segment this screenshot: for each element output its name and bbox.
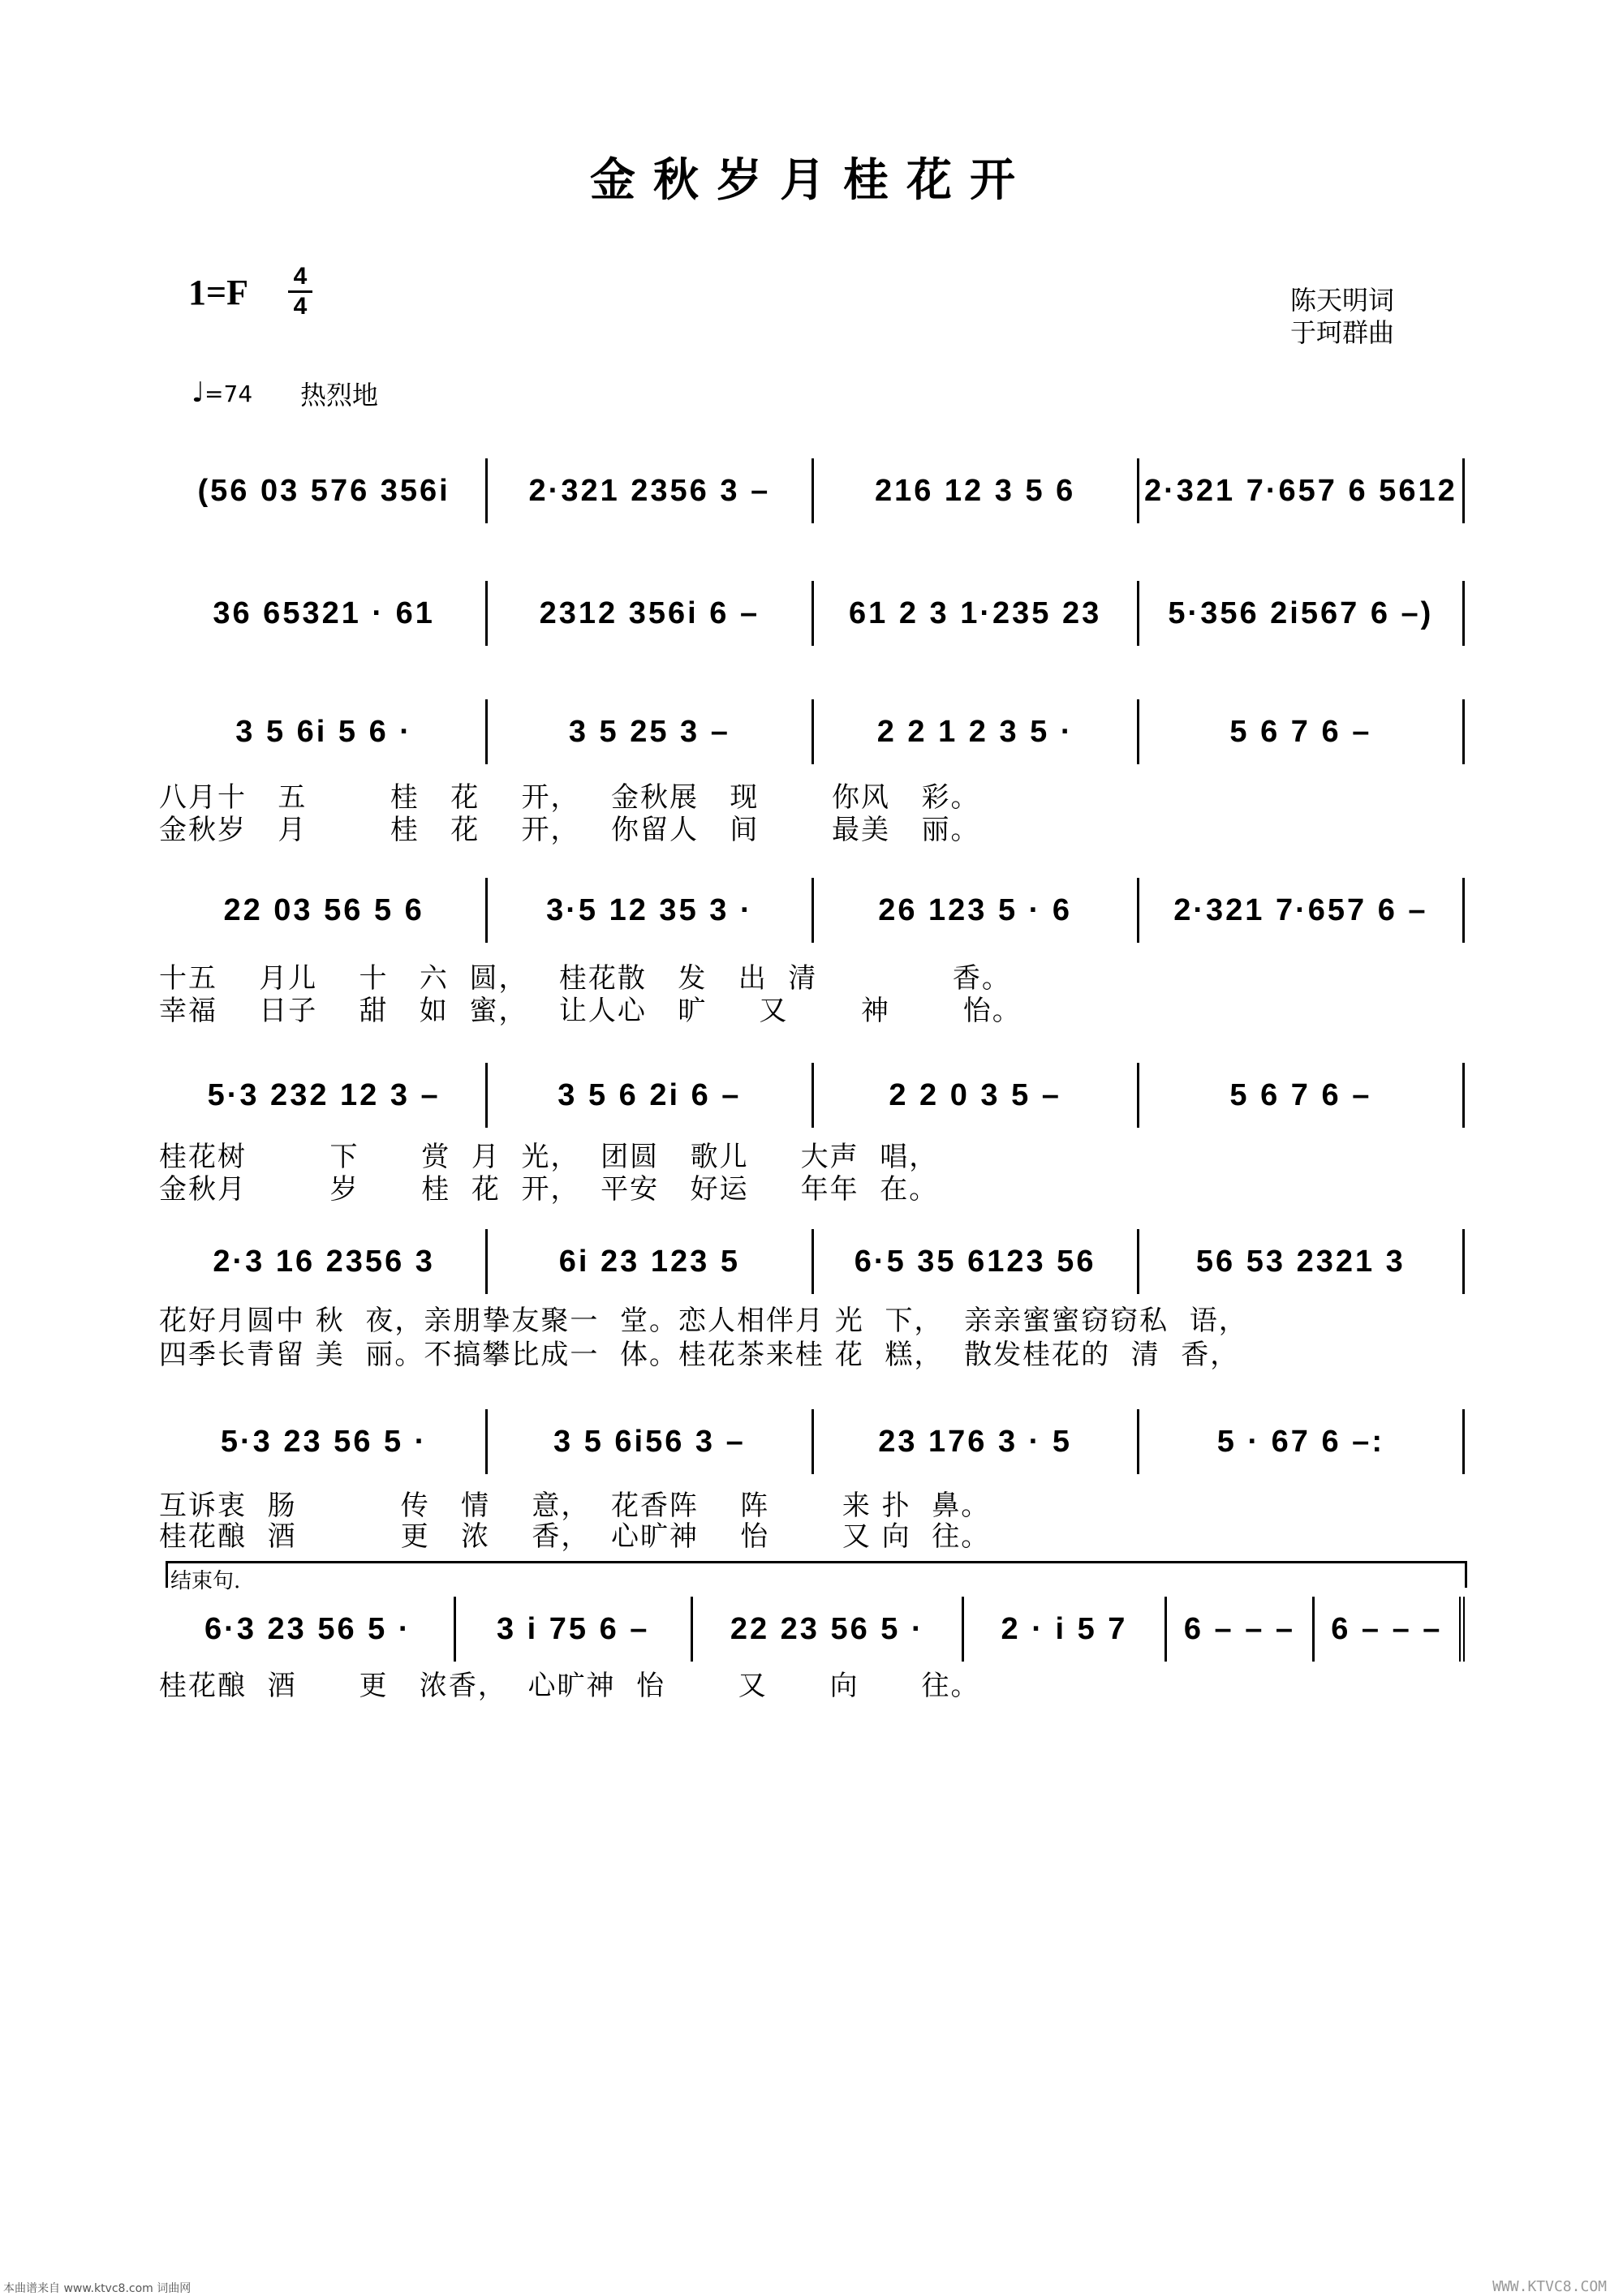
measure <box>162 878 488 943</box>
music-row-3 <box>162 699 1465 764</box>
music-row-1 <box>162 458 1465 523</box>
composer: 于珂群曲 <box>1290 317 1395 348</box>
measure <box>488 1409 813 1474</box>
measure-notes: 6 – – – <box>1331 1611 1443 1646</box>
measure <box>814 1229 1139 1294</box>
music-row-4 <box>162 878 1465 943</box>
measure-notes: 23 176 3 · 5 <box>878 1424 1073 1459</box>
lyric-line-2b: 幸福 日子 甜 如 蜜， 让人心 旷 又 神 怡。 <box>159 995 1022 1027</box>
lyric-line-5a: 互诉衷 肠 传 情 意， 花香阵 阵 来 扑 鼻。 <box>159 1490 991 1522</box>
measure <box>162 1229 488 1294</box>
measure <box>814 1063 1139 1128</box>
measure <box>814 699 1139 764</box>
ending-label: 结束句. <box>170 1569 241 1593</box>
measure <box>488 878 813 943</box>
watermark: WWW.KTVC8.COM <box>1492 2278 1607 2295</box>
measure-notes: 2 · i 5 7 <box>1001 1611 1128 1646</box>
measure-notes: 2 2 1 2 3 5 · <box>876 714 1074 749</box>
lyricist: 陈天明词 <box>1290 285 1395 316</box>
measure-notes: 2·3 16 2356 3 <box>213 1244 435 1279</box>
measure <box>488 699 813 764</box>
ending-bracket <box>166 1561 1467 1588</box>
measure <box>456 1597 693 1662</box>
music-row-8 <box>162 1597 1465 1662</box>
measure <box>488 581 813 646</box>
measure-notes: 3 5 6 2i 6 – <box>558 1077 742 1112</box>
music-row-2 <box>162 581 1465 646</box>
measure-notes: 5 6 7 6 – <box>1229 1077 1372 1112</box>
measure-notes: 56 53 2321 3 <box>1195 1244 1406 1279</box>
meter-top: 4 <box>293 263 308 290</box>
measure <box>162 1063 488 1128</box>
footer-source: 本曲谱来自 www.ktvc8.com 词曲网 <box>3 2282 192 2295</box>
measure <box>693 1597 964 1662</box>
measure-notes: 3 5 6i 5 6 · <box>235 714 412 749</box>
measure-notes: 22 23 56 5 · <box>730 1611 924 1646</box>
lyric-line-3a: 桂花树 下 赏 月 光， 团圆 歌儿 大声 唱， <box>159 1141 939 1173</box>
measure-notes: 5·3 23 56 5 · <box>220 1424 428 1459</box>
measure <box>1139 1409 1465 1474</box>
measure-notes: 22 03 56 5 6 <box>223 892 424 927</box>
lyric-line-2a: 十五 月儿 十 六 圆， 桂花散 发 出 清 香。 <box>159 962 1011 995</box>
measure <box>1139 458 1465 523</box>
measure <box>814 581 1139 646</box>
measure <box>1139 699 1465 764</box>
measure <box>162 458 488 523</box>
measure <box>814 878 1139 943</box>
measure <box>1139 878 1465 943</box>
lyric-line-6: 桂花酿 酒 更 浓香， 心旷神 怡 又 向 往。 <box>159 1670 980 1702</box>
measure-notes: 2312 356i 6 – <box>539 595 760 630</box>
measure-notes: 26 123 5 · 6 <box>878 892 1073 927</box>
measure-notes: 2·321 7·657 6 – <box>1173 892 1428 927</box>
measure <box>814 458 1139 523</box>
measure <box>964 1597 1168 1662</box>
music-row-6 <box>162 1229 1465 1294</box>
measure-notes: 2·321 2356 3 – <box>528 473 771 508</box>
measure <box>814 1409 1139 1474</box>
time-signature <box>288 264 312 319</box>
measure-notes: 61 2 3 1·235 23 <box>849 595 1102 630</box>
measure <box>1167 1597 1314 1662</box>
measure <box>162 699 488 764</box>
measure <box>1139 1063 1465 1128</box>
measure-notes: 3 5 6i56 3 – <box>553 1424 746 1459</box>
measure-notes: 5 6 7 6 – <box>1229 714 1372 749</box>
measure <box>488 1063 813 1128</box>
lyric-line-5b: 桂花酿 酒 更 浓 香， 心旷神 怡 又 向 往。 <box>159 1520 991 1553</box>
measure-notes: 5·356 2i567 6 –) <box>1168 595 1434 630</box>
quarter-note-icon: ♩ <box>192 376 205 409</box>
measure <box>1315 1597 1465 1662</box>
measure-notes: 3 5 25 3 – <box>568 714 730 749</box>
lyric-line-4a: 花好月圆中 秋 夜，亲朋挚友聚一 堂。恋人相伴月 光 下， 亲亲蜜蜜窃窃私 语， <box>159 1305 1248 1337</box>
measure <box>1139 1229 1465 1294</box>
meter-bottom: 4 <box>293 293 308 320</box>
measure-notes: 5·3 232 12 3 – <box>207 1077 441 1112</box>
lyric-line-1a: 八月十 五 桂 花 开， 金秋展 现 你风 彩。 <box>159 781 980 814</box>
measure-notes: 3·5 12 35 3 · <box>546 892 753 927</box>
measure-notes: 2 2 0 3 5 – <box>889 1077 1061 1112</box>
measure-notes: 3 i 75 6 – <box>496 1611 650 1646</box>
measure <box>162 581 488 646</box>
measure-notes: 6i 23 123 5 <box>558 1244 740 1279</box>
key-signature: 1=F <box>188 273 248 312</box>
measure-notes: 6 – – – <box>1183 1611 1296 1646</box>
measure <box>162 1597 456 1662</box>
measure <box>162 1409 488 1474</box>
measure-notes: 5 · 67 6 –: <box>1216 1424 1384 1459</box>
tempo-marking <box>192 376 252 409</box>
measure-notes: 216 12 3 5 6 <box>874 473 1076 508</box>
measure <box>1139 581 1465 646</box>
measure-notes: 6·5 35 6123 56 <box>854 1244 1096 1279</box>
song-title: 金秋岁月桂花开 <box>590 153 1033 207</box>
lyric-line-1b: 金秋岁 月 桂 花 开， 你留人 间 最美 丽。 <box>159 814 980 846</box>
music-row-7 <box>162 1409 1465 1474</box>
measure-notes: 6·3 23 56 5 · <box>204 1611 411 1646</box>
measure <box>488 1229 813 1294</box>
measure-notes: 2·321 7·657 6 5612 <box>1144 473 1457 508</box>
tempo-value: =74 <box>204 381 253 407</box>
expression-marking: 热烈地 <box>300 380 379 411</box>
measure <box>488 458 813 523</box>
measure-notes: 36 65321 · 61 <box>213 595 435 630</box>
lyric-line-4b: 四季长青留 美 丽。不搞攀比成一 体。桂花茶来桂 花 糕， 散发桂花的 清 香， <box>159 1339 1240 1371</box>
measure-notes: (56 03 576 356i <box>197 473 450 508</box>
music-row-5 <box>162 1063 1465 1128</box>
lyric-line-3b: 金秋月 岁 桂 花 开， 平安 好运 年年 在。 <box>159 1173 939 1206</box>
